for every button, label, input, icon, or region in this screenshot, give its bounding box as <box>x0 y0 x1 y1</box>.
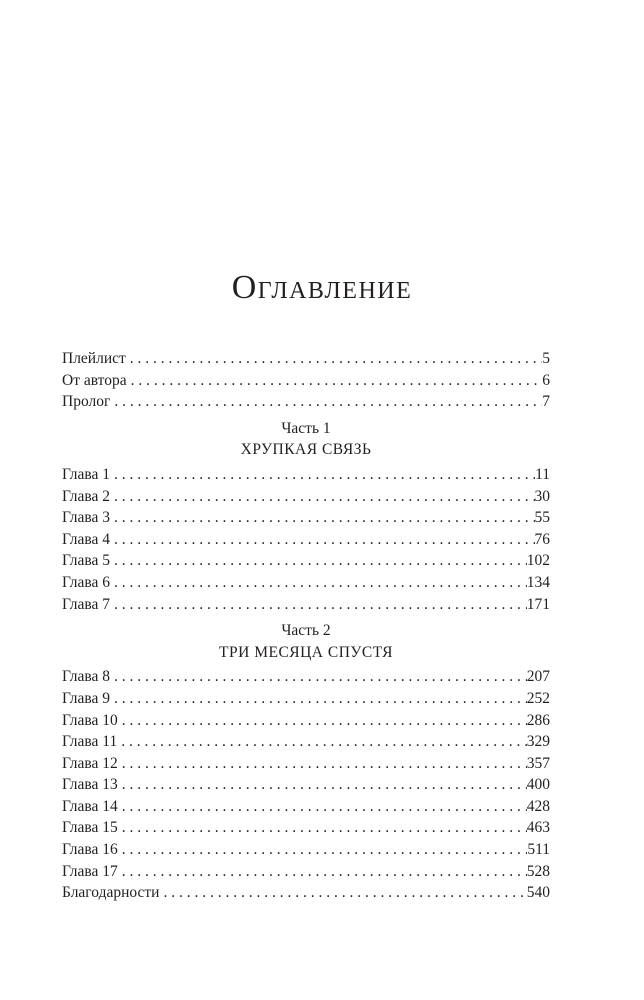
toc-entry-label: Плейлист <box>62 350 126 367</box>
toc-entry-label: Глава 14 <box>62 797 118 815</box>
dot-leader <box>118 710 527 732</box>
toc-entry <box>62 572 550 594</box>
toc-entry-label: Глава 3 <box>62 509 111 527</box>
part-2-header <box>62 615 550 666</box>
part-title: ХРУПКАЯ СВЯЗЬ <box>240 441 372 459</box>
toc-entry <box>62 666 550 688</box>
toc-entry-label: Глава 13 <box>62 776 118 794</box>
toc-entry <box>62 710 550 732</box>
toc-entry-page: 171 <box>526 595 550 613</box>
toc-entry-label: Глава 8 <box>62 668 111 686</box>
toc-entry-label: Глава 2 <box>62 487 111 505</box>
dot-leader <box>110 507 534 529</box>
toc-entry-label: Глава 15 <box>62 819 118 837</box>
toc-entry-page: 134 <box>526 573 550 591</box>
toc-entry-prologue <box>62 391 550 413</box>
toc-entry-label: Глава 5 <box>62 552 111 570</box>
toc-entry <box>62 464 550 486</box>
dot-leader <box>110 391 542 413</box>
toc-entry-label: Пролог <box>62 393 111 411</box>
toc-entry-page: 207 <box>526 668 550 686</box>
toc-entry-label: Глава 4 <box>62 530 111 548</box>
toc-entry-page: 286 <box>526 711 550 729</box>
toc-entry-label: Глава 10 <box>62 711 118 729</box>
toc-entry <box>62 817 550 839</box>
toc-entry-label: Глава 6 <box>62 573 111 591</box>
dot-leader <box>110 486 534 508</box>
dot-leader <box>110 464 535 486</box>
toc-entry <box>62 507 550 529</box>
toc-entry-acknowledgements <box>62 882 550 904</box>
dot-leader <box>110 550 527 572</box>
toc-entry <box>62 594 550 616</box>
table-of-contents <box>62 348 550 904</box>
dot-leader <box>118 839 528 861</box>
part-heading: Часть 1 <box>281 419 331 437</box>
part-2-chapter-list <box>62 666 550 904</box>
toc-entry <box>62 774 550 796</box>
toc-entry <box>62 688 550 710</box>
toc-entry-page: 357 <box>526 754 550 772</box>
toc-entry-label: Глава 9 <box>62 689 111 707</box>
part-1-chapter-list <box>62 464 550 615</box>
dot-leader <box>118 753 527 775</box>
page-title: Оглавление <box>231 269 413 306</box>
toc-entry-author-note <box>62 370 550 392</box>
toc-entry <box>62 796 550 818</box>
dot-leader <box>118 774 527 796</box>
dot-leader <box>110 529 534 551</box>
toc-entry-label: Глава 16 <box>62 841 118 859</box>
toc-entry-page: 428 <box>526 797 550 815</box>
toc-entry <box>62 753 550 775</box>
toc-entry-page: 102 <box>526 552 550 570</box>
toc-entry-page: 55 <box>534 509 550 527</box>
toc-entry <box>62 839 550 861</box>
part-heading: Часть 2 <box>281 622 331 640</box>
front-matter-list <box>62 348 550 413</box>
toc-entry-label: Глава 11 <box>62 733 118 751</box>
toc-entry-label: Глава 12 <box>62 754 118 772</box>
toc-entry-page: 528 <box>526 862 550 880</box>
toc-entry-page: 329 <box>526 733 550 751</box>
toc-entry-label: От автора <box>62 371 127 389</box>
toc-entry-page: 540 <box>526 884 550 902</box>
part-1-header <box>62 413 550 464</box>
dot-leader <box>127 370 543 392</box>
toc-entry-page: 252 <box>526 689 550 707</box>
dot-leader <box>118 861 527 883</box>
toc-entry-page: 463 <box>526 819 550 837</box>
toc-entry <box>62 486 550 508</box>
dot-leader <box>110 666 527 688</box>
toc-entry-page: 511 <box>527 841 550 859</box>
toc-entry-page: 400 <box>526 776 550 794</box>
toc-entry-page: 7 <box>542 393 550 411</box>
dot-leader <box>126 348 542 370</box>
toc-entry-label: Благодарности <box>62 884 160 902</box>
toc-entry-label: Глава 17 <box>62 862 118 880</box>
toc-entry <box>62 550 550 572</box>
dot-leader <box>110 594 527 616</box>
toc-entry-label: Глава 1 <box>62 465 111 483</box>
dot-leader <box>117 731 527 753</box>
toc-entry-page: 30 <box>534 487 550 505</box>
toc-entry <box>62 529 550 551</box>
dot-leader <box>159 882 526 904</box>
toc-entry <box>62 731 550 753</box>
toc-entry-page: 5 <box>542 350 550 367</box>
toc-entry-page: 76 <box>534 530 550 548</box>
dot-leader <box>118 796 527 818</box>
part-title: ТРИ МЕСЯЦА СПУСТЯ <box>219 643 393 661</box>
dot-leader <box>110 688 527 710</box>
dot-leader <box>118 817 527 839</box>
dot-leader <box>110 572 527 594</box>
toc-entry <box>62 861 550 883</box>
toc-entry-playlist <box>62 348 550 370</box>
toc-entry-label: Глава 7 <box>62 595 111 613</box>
toc-entry-page: 6 <box>542 371 550 389</box>
toc-entry-page: 11 <box>535 465 550 483</box>
